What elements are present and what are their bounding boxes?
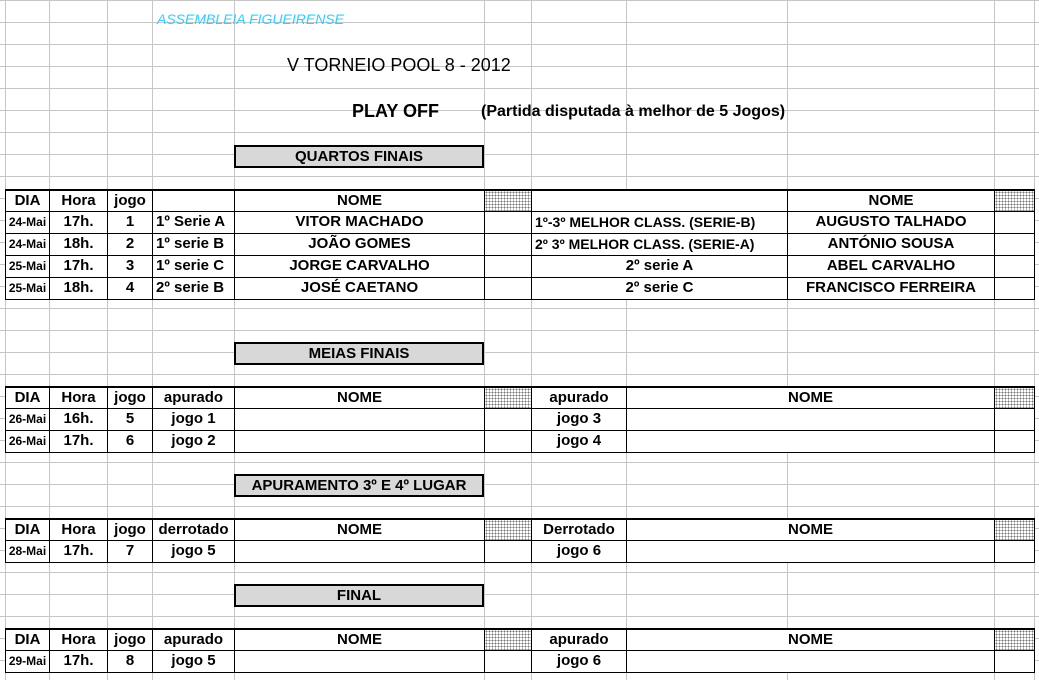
quarters-row-1-nome-b[interactable]: AUGUSTO TALHADO — [787, 211, 995, 234]
quarters-row-1-nome-a[interactable]: VITOR MACHADO — [234, 211, 485, 234]
quarters-row-1-origem-a[interactable]: 1º Serie A — [152, 211, 235, 234]
quarters-row-3-nome-a[interactable]: JORGE CARVALHO — [234, 255, 485, 278]
quarters-row-2-marker-a[interactable] — [484, 233, 532, 256]
section-title-semis: MEIAS FINAIS — [234, 342, 484, 365]
section-title-third-place: APURAMENTO 3º E 4º LUGAR — [234, 474, 484, 497]
tournament-title: V TORNEIO POOL 8 - 2012 — [287, 55, 511, 75]
quarters-row-3-dia[interactable]: 25-Mai — [5, 255, 50, 278]
third_place-header-marker-a[interactable] — [484, 518, 532, 541]
third_place-header-marker-b[interactable] — [994, 518, 1035, 541]
semis-header-jogo[interactable]: jogo — [107, 386, 153, 409]
quarters-row-2-origem-a[interactable]: 1º serie B — [152, 233, 235, 256]
final-row-1-marker-a[interactable] — [484, 650, 532, 673]
quarters-row-4-marker-a[interactable] — [484, 277, 532, 300]
semis-row-2-origem-b[interactable]: jogo 4 — [531, 430, 627, 453]
quarters-row-4-hora[interactable]: 18h. — [49, 277, 108, 300]
quarters-row-3-marker-b[interactable] — [994, 255, 1035, 278]
quarters-header-nome-a[interactable]: NOME — [234, 189, 485, 212]
quarters-header-nome-b[interactable]: NOME — [787, 189, 995, 212]
quarters-row-2-marker-b[interactable] — [994, 233, 1035, 256]
final-header-dia[interactable]: DIA — [5, 628, 50, 651]
semis-row-1-hora[interactable]: 16h. — [49, 408, 108, 431]
quarters-row-2-nome-a[interactable]: JOÃO GOMES — [234, 233, 485, 256]
quarters-row-3-marker-a[interactable] — [484, 255, 532, 278]
third_place-row-1-origem-b[interactable]: jogo 6 — [531, 540, 627, 563]
final-header-origem-b[interactable]: apurado — [531, 628, 627, 651]
semis-row-1-origem-a[interactable]: jogo 1 — [152, 408, 235, 431]
quarters-header-dia[interactable]: DIA — [5, 189, 50, 212]
semis-header-nome-a[interactable]: NOME — [234, 386, 485, 409]
third_place-header-jogo[interactable]: jogo — [107, 518, 153, 541]
semis-header-dia[interactable]: DIA — [5, 386, 50, 409]
final-header-jogo[interactable]: jogo — [107, 628, 153, 651]
final-row-1-marker-b[interactable] — [994, 650, 1035, 673]
semis-header-nome-b[interactable]: NOME — [626, 386, 995, 409]
final-header-origem-a[interactable]: apurado — [152, 628, 235, 651]
quarters-row-3-hora[interactable]: 17h. — [49, 255, 108, 278]
semis-row-2-hora[interactable]: 17h. — [49, 430, 108, 453]
final-header-nome-a[interactable]: NOME — [234, 628, 485, 651]
semis-header-marker-a[interactable] — [484, 386, 532, 409]
final-header-nome-b[interactable]: NOME — [626, 628, 995, 651]
quarters-header-origem-b[interactable] — [531, 189, 788, 212]
play-off-label: PLAY OFF — [352, 101, 440, 121]
section-title-final: FINAL — [234, 584, 484, 607]
semis-row-2-marker-b[interactable] — [994, 430, 1035, 453]
semis-row-1-marker-b[interactable] — [994, 408, 1035, 431]
final-row-1-dia[interactable]: 29-Mai — [5, 650, 50, 673]
quarters-header-hora[interactable]: Hora — [49, 189, 108, 212]
quarters-row-2-jogo[interactable]: 2 — [107, 233, 153, 256]
quarters-row-3-nome-b[interactable]: ABEL CARVALHO — [787, 255, 995, 278]
semis-header-hora[interactable]: Hora — [49, 386, 108, 409]
quarters-row-3-origem-b[interactable]: 2º serie A — [531, 255, 788, 278]
quarters-row-1-marker-a[interactable] — [484, 211, 532, 234]
final-row-1-origem-a[interactable]: jogo 5 — [152, 650, 235, 673]
semis-row-1-marker-a[interactable] — [484, 408, 532, 431]
third_place-row-1-marker-a[interactable] — [484, 540, 532, 563]
quarters-row-2-dia[interactable]: 24-Mai — [5, 233, 50, 256]
final-header-marker-b[interactable] — [994, 628, 1035, 651]
semis-row-1-jogo[interactable]: 5 — [107, 408, 153, 431]
quarters-header-marker-a[interactable] — [484, 189, 532, 212]
third_place-row-1-nome-a[interactable] — [234, 540, 485, 563]
quarters-row-4-nome-a[interactable]: JOSÉ CAETANO — [234, 277, 485, 300]
semis-row-2-origem-a[interactable]: jogo 2 — [152, 430, 235, 453]
semis-row-1-nome-b[interactable] — [626, 408, 995, 431]
quarters-row-1-dia[interactable]: 24-Mai — [5, 211, 50, 234]
semis-row-1-nome-a[interactable] — [234, 408, 485, 431]
third_place-header-nome-a[interactable]: NOME — [234, 518, 485, 541]
quarters-row-1-marker-b[interactable] — [994, 211, 1035, 234]
quarters-row-1-jogo[interactable]: 1 — [107, 211, 153, 234]
semis-row-2-dia[interactable]: 26-Mai — [5, 430, 50, 453]
semis-row-2-nome-b[interactable] — [626, 430, 995, 453]
semis-row-2-jogo[interactable]: 6 — [107, 430, 153, 453]
quarters-row-4-origem-a[interactable]: 2º serie B — [152, 277, 235, 300]
semis-row-2-marker-a[interactable] — [484, 430, 532, 453]
play-off-subtitle: (Partida disputada à melhor de 5 Jogos) — [481, 103, 786, 120]
third_place-header-nome-b[interactable]: NOME — [626, 518, 995, 541]
quarters-row-1-origem-b[interactable]: 1º-3º MELHOR CLASS. (SERIE-B) — [531, 211, 788, 234]
quarters-row-4-jogo[interactable]: 4 — [107, 277, 153, 300]
third_place-row-1-dia[interactable]: 28-Mai — [5, 540, 50, 563]
semis-header-marker-b[interactable] — [994, 386, 1035, 409]
quarters-row-4-marker-b[interactable] — [994, 277, 1035, 300]
final-row-1-hora[interactable]: 17h. — [49, 650, 108, 673]
quarters-row-1-hora[interactable]: 17h. — [49, 211, 108, 234]
quarters-row-4-nome-b[interactable]: FRANCISCO FERREIRA — [787, 277, 995, 300]
quarters-row-2-nome-b[interactable]: ANTÓNIO SOUSA — [787, 233, 995, 256]
semis-row-1-dia[interactable]: 26-Mai — [5, 408, 50, 431]
third_place-row-1-marker-b[interactable] — [994, 540, 1035, 563]
third_place-row-1-jogo[interactable]: 7 — [107, 540, 153, 563]
final-row-1-origem-b[interactable]: jogo 6 — [531, 650, 627, 673]
semis-header-origem-b[interactable]: apurado — [531, 386, 627, 409]
quarters-row-2-origem-b[interactable]: 2º 3º MELHOR CLASS. (SERIE-A) — [531, 233, 788, 256]
final-header-hora[interactable]: Hora — [49, 628, 108, 651]
quarters-header-marker-b[interactable] — [994, 189, 1035, 212]
third_place-row-1-nome-b[interactable] — [626, 540, 995, 563]
third_place-header-hora[interactable]: Hora — [49, 518, 108, 541]
semis-row-2-nome-a[interactable] — [234, 430, 485, 453]
section-title-quarters: QUARTOS FINAIS — [234, 145, 484, 168]
quarters-row-2-hora[interactable]: 18h. — [49, 233, 108, 256]
quarters-header-jogo[interactable]: jogo — [107, 189, 153, 212]
semis-row-1-origem-b[interactable]: jogo 3 — [531, 408, 627, 431]
final-row-1-nome-a[interactable] — [234, 650, 485, 673]
final-header-marker-a[interactable] — [484, 628, 532, 651]
quarters-row-3-origem-a[interactable]: 1º serie C — [152, 255, 235, 278]
quarters-row-4-origem-b[interactable]: 2º serie C — [531, 277, 788, 300]
semis-header-origem-a[interactable]: apurado — [152, 386, 235, 409]
third_place-header-origem-b[interactable]: Derrotado — [531, 518, 627, 541]
third_place-header-origem-a[interactable]: derrotado — [152, 518, 235, 541]
quarters-row-3-jogo[interactable]: 3 — [107, 255, 153, 278]
final-row-1-jogo[interactable]: 8 — [107, 650, 153, 673]
organization-name: ASSEMBLEIA FIGUEIRENSE — [157, 11, 344, 27]
quarters-header-origem-a[interactable] — [152, 189, 235, 212]
final-row-1-nome-b[interactable] — [626, 650, 995, 673]
quarters-row-4-dia[interactable]: 25-Mai — [5, 277, 50, 300]
third_place-row-1-hora[interactable]: 17h. — [49, 540, 108, 563]
third_place-row-1-origem-a[interactable]: jogo 5 — [152, 540, 235, 563]
third_place-header-dia[interactable]: DIA — [5, 518, 50, 541]
